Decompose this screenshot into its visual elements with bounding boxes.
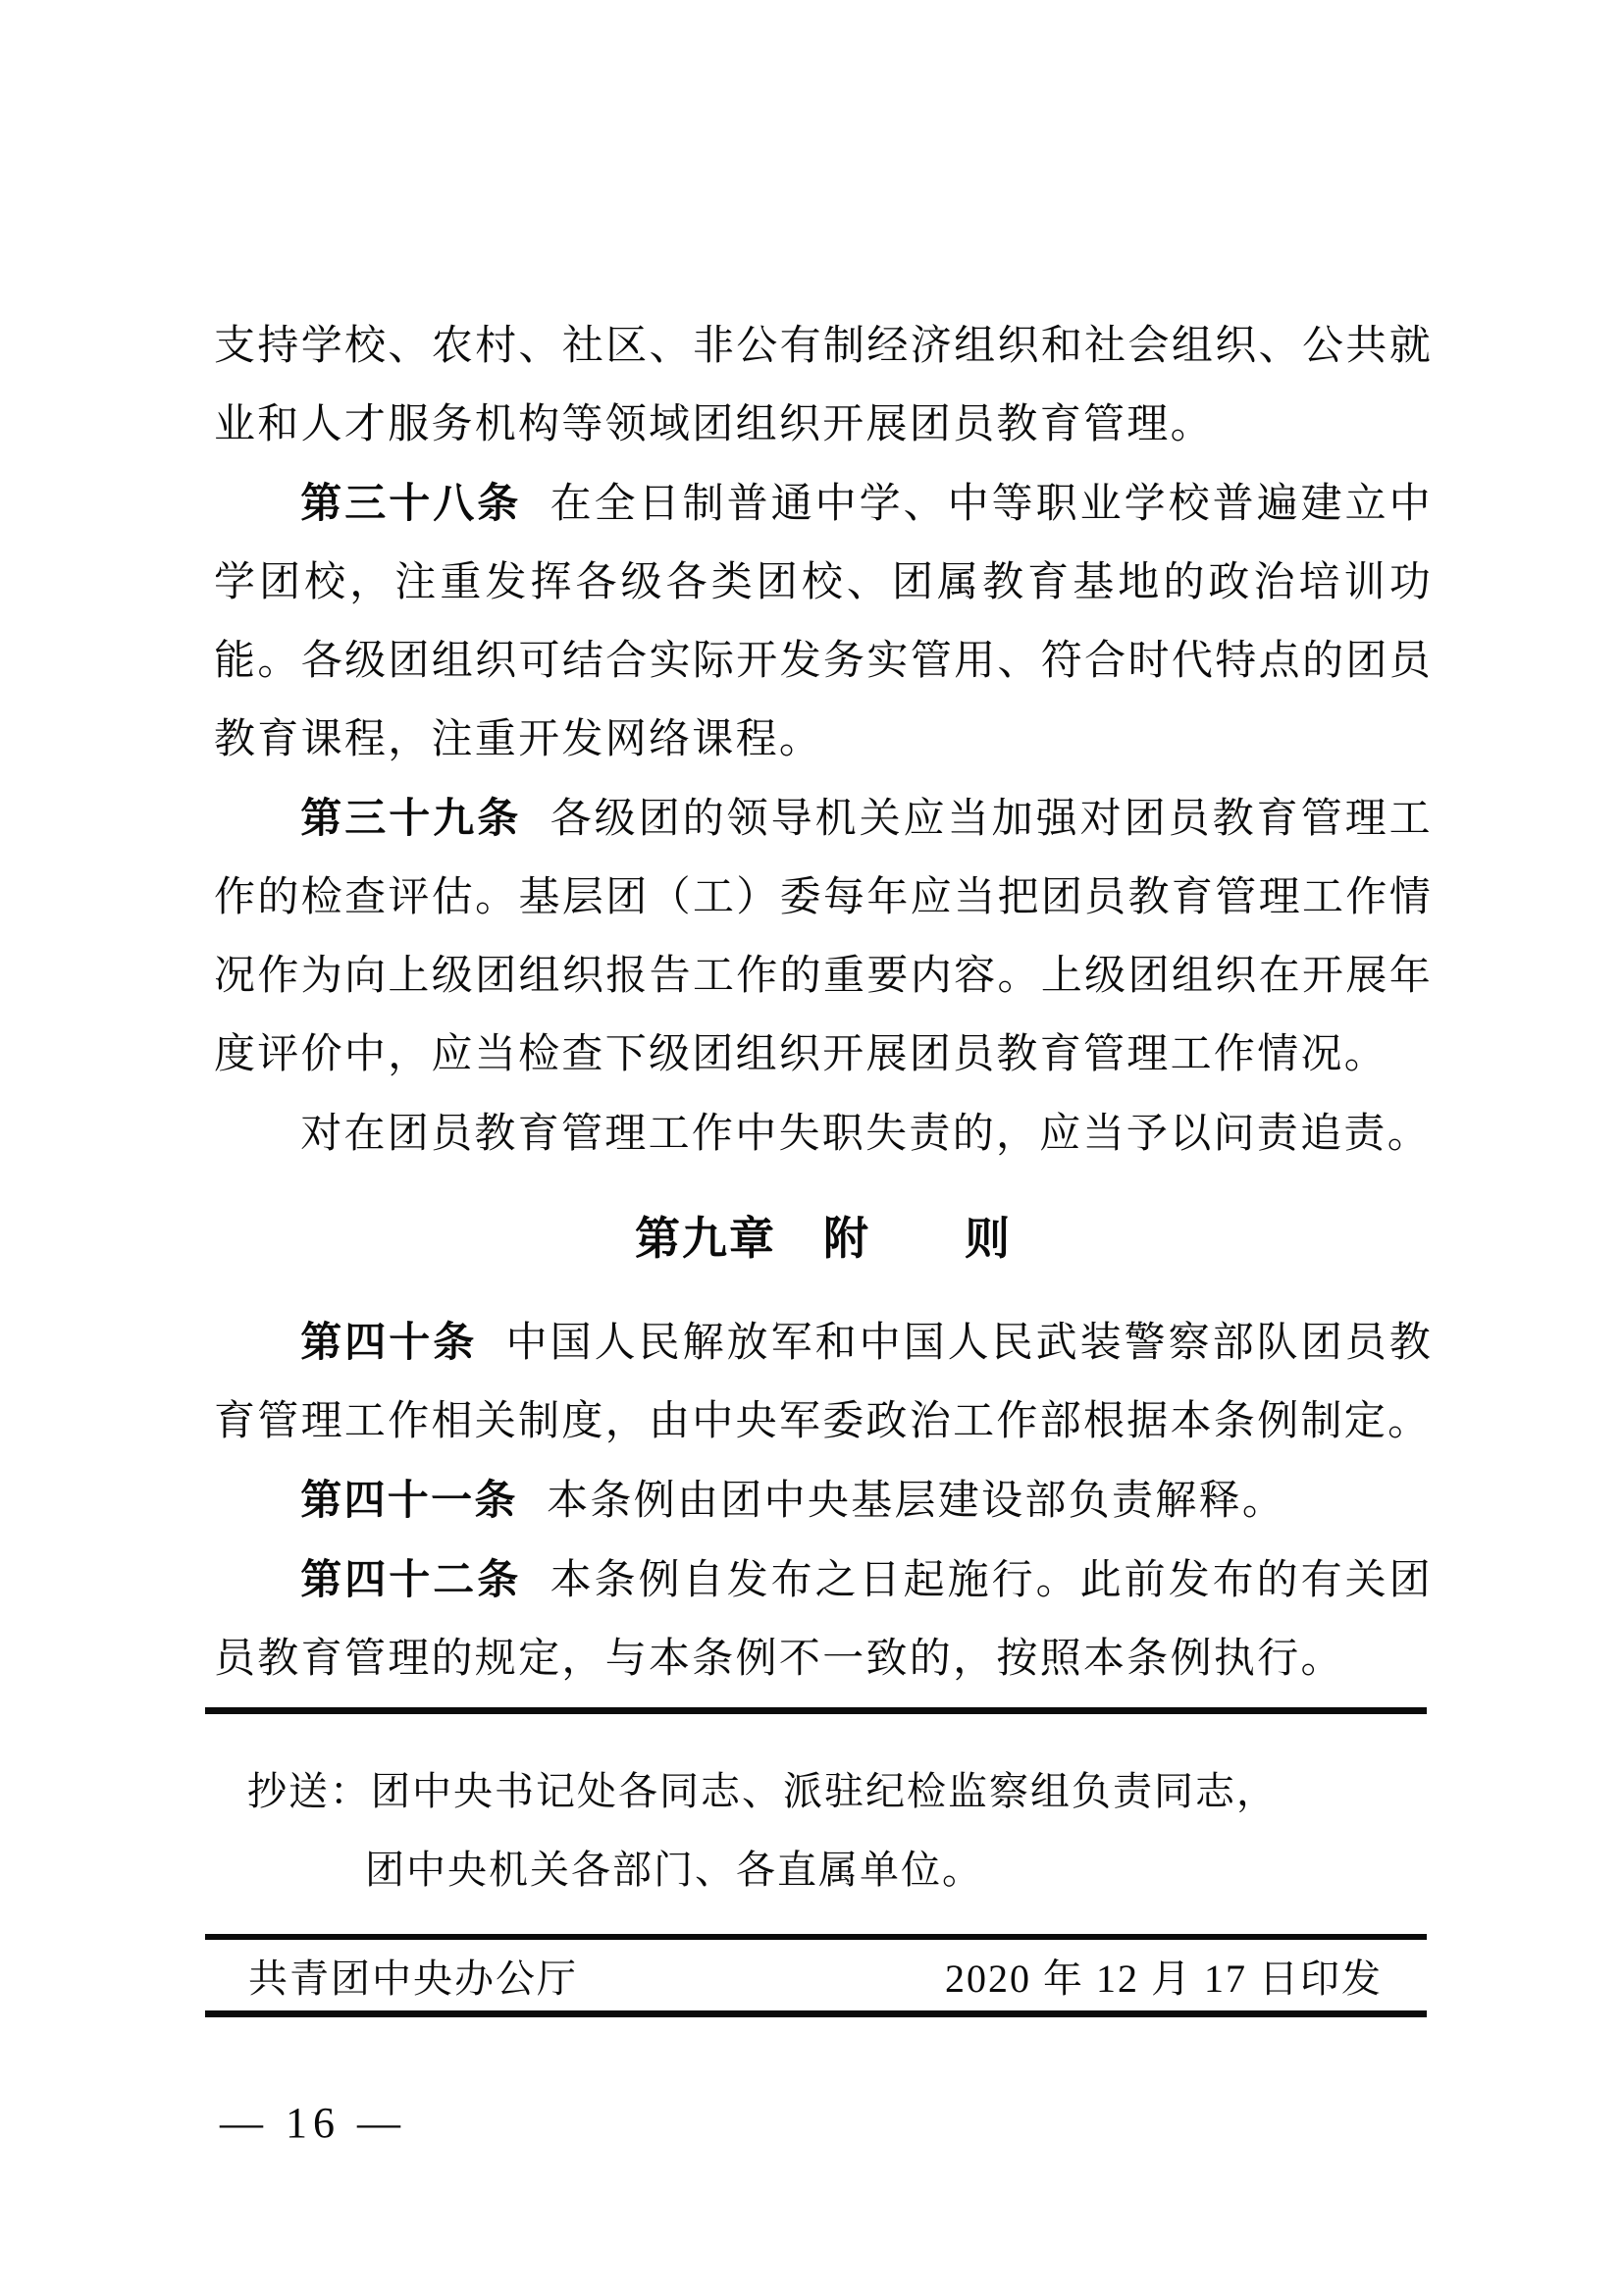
paragraph-text: 对在团员教育管理工作中失职失责的，应当予以问责追责。 [300, 1112, 1431, 1157]
cc-divider-rule [205, 1707, 1427, 1714]
paragraph-text: 中国人民解放军和中国人民武装警察部队团员教育管理工作相关制度，由中央军委政治工作部根据本条例制定。 [214, 1321, 1433, 1444]
print-date: 2020 年 12 月 17 日印发 [945, 1956, 1383, 2001]
paragraph [214, 779, 1433, 1094]
article-number: 第四十二条 [300, 1556, 522, 1602]
footer-bottom-rule [205, 2010, 1427, 2017]
paragraph [214, 464, 1433, 779]
cc-recipients-1: 团中央书记处各同志、派驻纪检监察组负责同志， [371, 1769, 1278, 1813]
paragraph [214, 1303, 1433, 1461]
article-number: 第四十条 [300, 1319, 478, 1365]
paragraph-text: 支持学校、农村、社区、非公有制经济组织和社会组织、公共就业和人才服务机构等领域团组织开展团员教育管理。 [214, 324, 1433, 447]
page-number: — 16 — [220, 2099, 406, 2147]
article-number: 第三十九条 [300, 795, 522, 841]
article-number: 第三十八条 [300, 480, 522, 526]
paragraph-text: 本条例自发布之日起施行。此前发布的有关团员教育管理的规定，与本条例不一致的，按照本条例执行。 [214, 1558, 1433, 1682]
chapter-heading: 第九章 附 则 [635, 1213, 1012, 1264]
cc-line [247, 1752, 1435, 1831]
paragraph-text: 本条例由团中央基层建设部负责解释。 [547, 1479, 1286, 1524]
cc-label: 抄送： [247, 1769, 371, 1813]
cc-recipients-2: 团中央机关各部门、各直属单位。 [365, 1848, 983, 1892]
paragraph [214, 306, 1433, 464]
footer [205, 1940, 1427, 2010]
issuing-office: 共青团中央办公厅 [248, 1956, 578, 2001]
article-number: 第四十一条 [300, 1477, 518, 1523]
paragraph [214, 1540, 1433, 1698]
document-body [214, 306, 1433, 1698]
cc-block [247, 1752, 1435, 1909]
cc-line [247, 1831, 1435, 1909]
paragraph-text: 在全日制普通中学、中等职业学校普遍建立中学团校，注重发挥各级各类团校、团属教育基地的政治培训功能。各级团组织可结合实际开发务实管用、符合时代特点的团员教育课程，注重开发网络课程。 [214, 482, 1433, 762]
paragraph [214, 1094, 1433, 1174]
paragraph-text: 各级团的领导机关应当加强对团员教育管理工作的检查评估。基层团（工）委每年应当把团员教育管理工作情况作为向上级团组织报告工作的重要内容。上级团组织在开展年度评价中，应当检查下级团组织开展团员教育管理工作情况。 [214, 797, 1433, 1077]
paragraph [214, 1461, 1433, 1540]
